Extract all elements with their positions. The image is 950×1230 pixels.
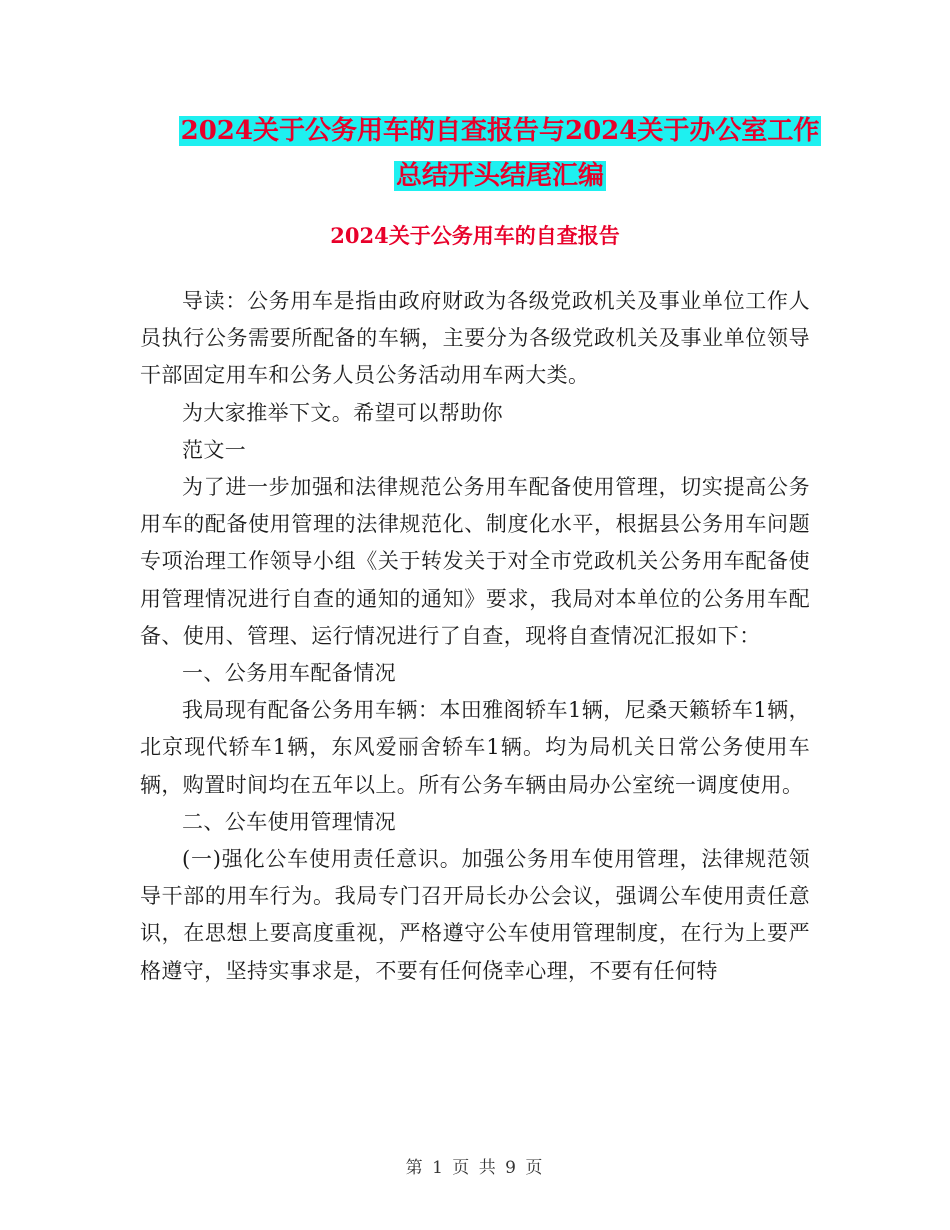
paragraph: 我局现有配备公务用车辆：本田雅阁轿车1辆，尼桑天籁轿车1辆，北京现代轿车1辆，东风爱丽舍轿车1辆。均为局机关日常公务使用车辆，购置时间均在五年以上。所有公务车辆由局办公室统一调度使用。 — [140, 698, 810, 797]
document-title-line-1-text: 2024关于公务用车的自查报告与2024关于办公室工作 — [180, 116, 820, 146]
paragraph: 为大家推举下文。希望可以帮助你 — [182, 400, 503, 425]
paragraph: 一、公务用车配备情况 — [182, 661, 396, 686]
paragraph: 为了进一步加强和法律规范公务用车配备使用管理，切实提高公务用车的配备使用管理的法律规范化、制度化水平，根据县公务用车问题专项治理工作领导小组《关于转发关于对全市党政机关公务用车配备使用管理情况进行自查的通知的通知》要求，我局对本单位的公务用车配备、使用、管理、运行情况进行了自查，现将自查情况汇报如下： — [140, 475, 810, 648]
paragraph: 范文一 — [182, 437, 247, 462]
paragraph: (一)强化公车使用责任意识。加强公务用车使用管理，法律规范领导干部的用车行为。我局专门召开局长办公会议，强调公车使用责任意识，在思想上要高度重视，严格遵守公车使用管理制度，在行为上要严格遵守，坚持实事求是，不要有任何侥幸心理，不要有任何特 — [140, 847, 810, 983]
paragraph: 导读：公务用车是指由政府财政为各级党政机关及事业单位工作人员执行公务需要所配备的车辆，主要分为各级党政机关及事业单位领导干部固定用车和公务人员公务活动用车两大类。 — [140, 289, 810, 388]
page-footer: 第 1 页 共 9 页 — [405, 1158, 545, 1178]
document-title-line-1 — [140, 110, 860, 152]
section-title: 2024关于公务用车的自查报告 — [330, 223, 620, 248]
document-title-line-2-text: 总结开头结尾汇编 — [395, 161, 604, 191]
document-body — [140, 283, 810, 990]
paragraph: 二、公车使用管理情况 — [182, 809, 396, 834]
document-title-line-2 — [140, 155, 860, 197]
